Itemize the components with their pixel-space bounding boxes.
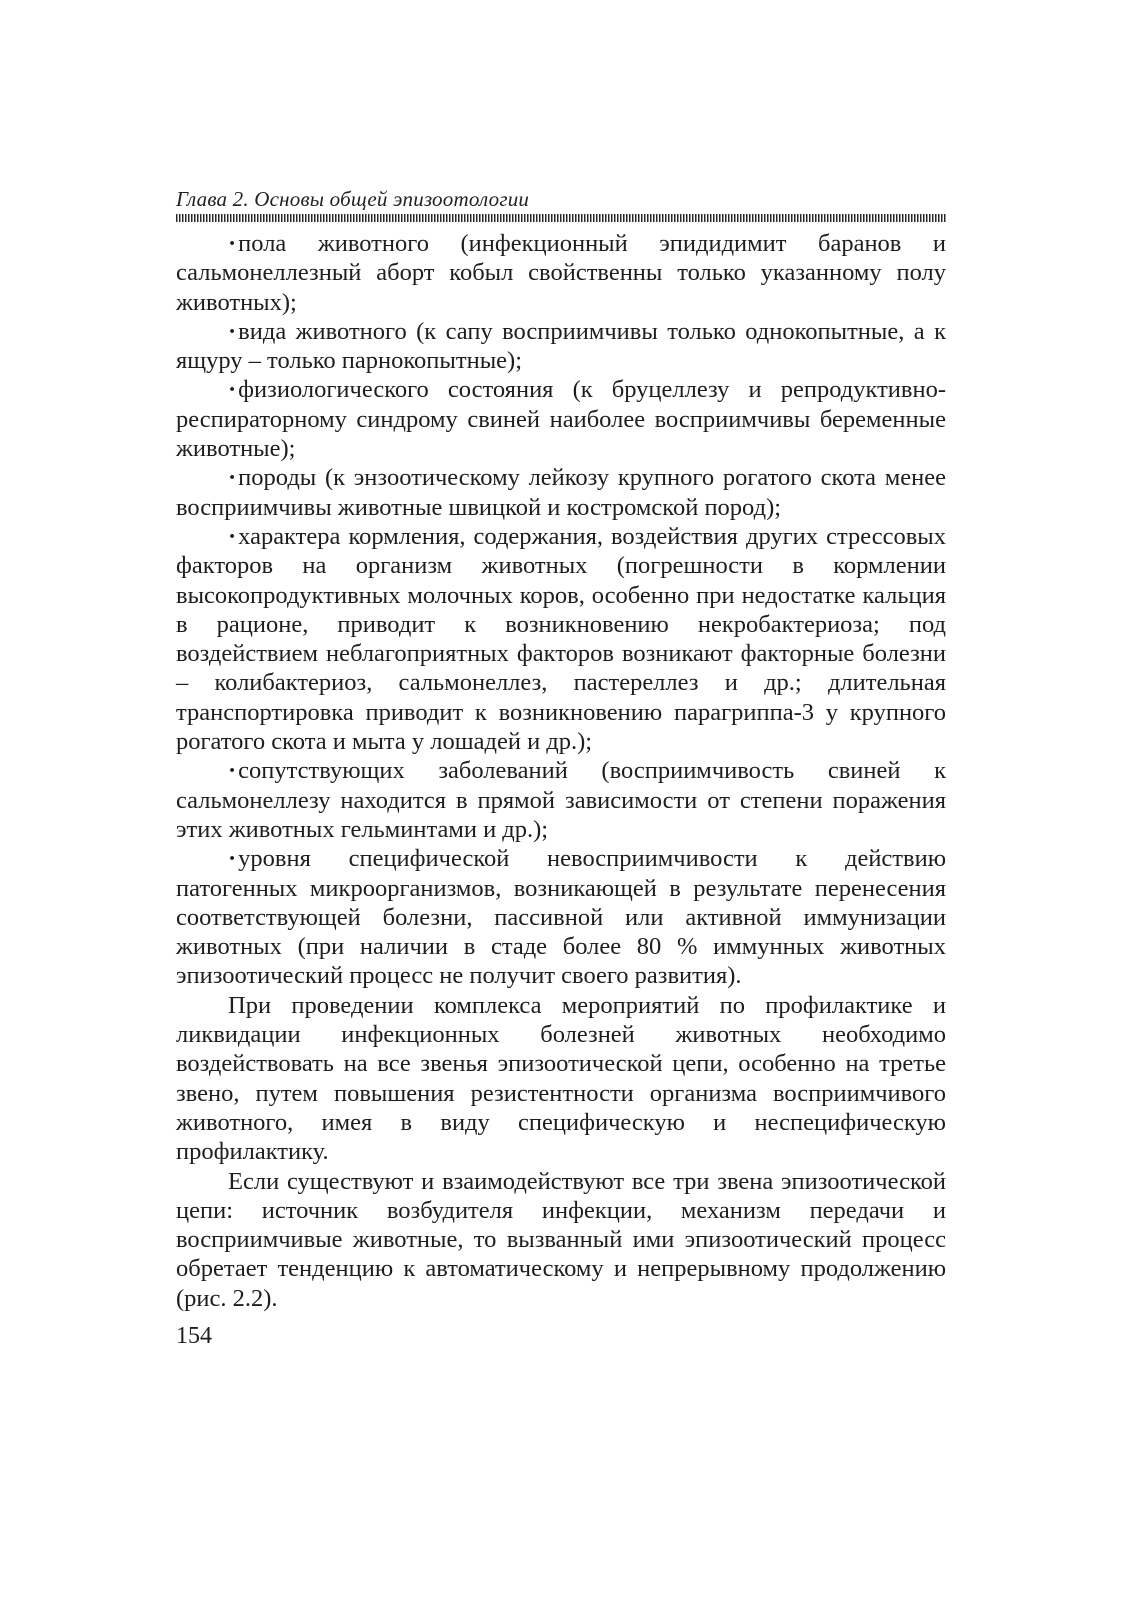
running-header: Глава 2. Основы общей эпизоотологии <box>176 187 530 211</box>
bullet-text: породы (к энзоотическому лейкозу крупного рогатого скота менее восприимчивы животные швицкой и костромской пород); <box>176 464 946 521</box>
bullet-item <box>176 229 946 317</box>
page-number: 154 <box>176 1322 212 1349</box>
bullet-item <box>176 463 946 522</box>
bullet-text: пола животного (инфекционный эпидидимит баранов и сальмонеллезный аборт кобыл свойственны только указанному полу животных); <box>176 230 946 316</box>
bullet-marker: · <box>228 317 237 345</box>
bullet-marker: · <box>228 230 237 257</box>
bullet-item <box>176 375 946 463</box>
bullet-marker: · <box>228 845 237 873</box>
bullet-text: сопутствующих заболеваний (восприимчивость свиней к сальмонеллезу находится в прямой зависимости от степени поражения этих животных гельминтами и др.); <box>176 757 946 843</box>
bullet-marker: · <box>228 464 237 492</box>
bullet-marker: · <box>228 376 237 404</box>
bullet-item <box>176 844 946 990</box>
bullet-item <box>176 317 946 376</box>
bullet-text: вида животного (к сапу восприимчивы только однокопытные, а к ящуру – только парнокопытные); <box>176 317 946 375</box>
bullet-item <box>176 522 946 756</box>
bullet-text: уровня специфической невосприимчивости к действию патогенных микроорганизмов, возникающей в результате перенесения соответствующей болезни, пассивной или активной иммунизации животных (при наличии в стаде более 80 % иммунных животных эпизоотический процесс не получит своего развития). <box>176 845 946 990</box>
bullet-text: физиологического состояния (к бруцеллезу и репродуктивно-респираторному синдрому свиней наиболее восприимчивы беременные животные); <box>176 376 946 463</box>
body-paragraph: При проведении комплекса мероприятий по профилактике и ликвидации инфекционных болезней животных необходимо воздействовать на все звенья эпизоотической цепи, особенно на третье звено, путем повышения резистентности организма восприимчивого животного, имея в виду специфическую и неспецифическую профилактику. <box>176 991 946 1166</box>
header-rule <box>176 214 946 222</box>
body-paragraph: Если существуют и взаимодействуют все три звена эпизоотической цепи: источник возбудителя инфекции, механизм передачи и восприимчивые животные, то вызванный ими эпизоотический процесс обретает тенденцию к автоматическому и непрерывному продолжению (рис. 2.2). <box>176 1167 946 1312</box>
book-page <box>176 186 946 1350</box>
bullet-text: характера кормления, содержания, воздействия других стрессовых факторов на организм животных (погрешности в кормлении высокопродуктивных молочных коров, особенно при недостатке кальция в рационе, приводит к возникновению некробактериоза; под воздействием неблагоприятных факторов возникают факторные болезни – колибактериоз, сальмонеллез, пастереллез и др.; длительная транспортировка приводит к возникновению парагриппа-3 у крупного рогатого скота и мыта у лошадей и др.); <box>176 522 946 756</box>
body-text <box>176 229 946 1313</box>
bullet-marker: · <box>228 522 237 550</box>
bullet-item <box>176 756 946 844</box>
bullet-marker: · <box>228 757 237 785</box>
